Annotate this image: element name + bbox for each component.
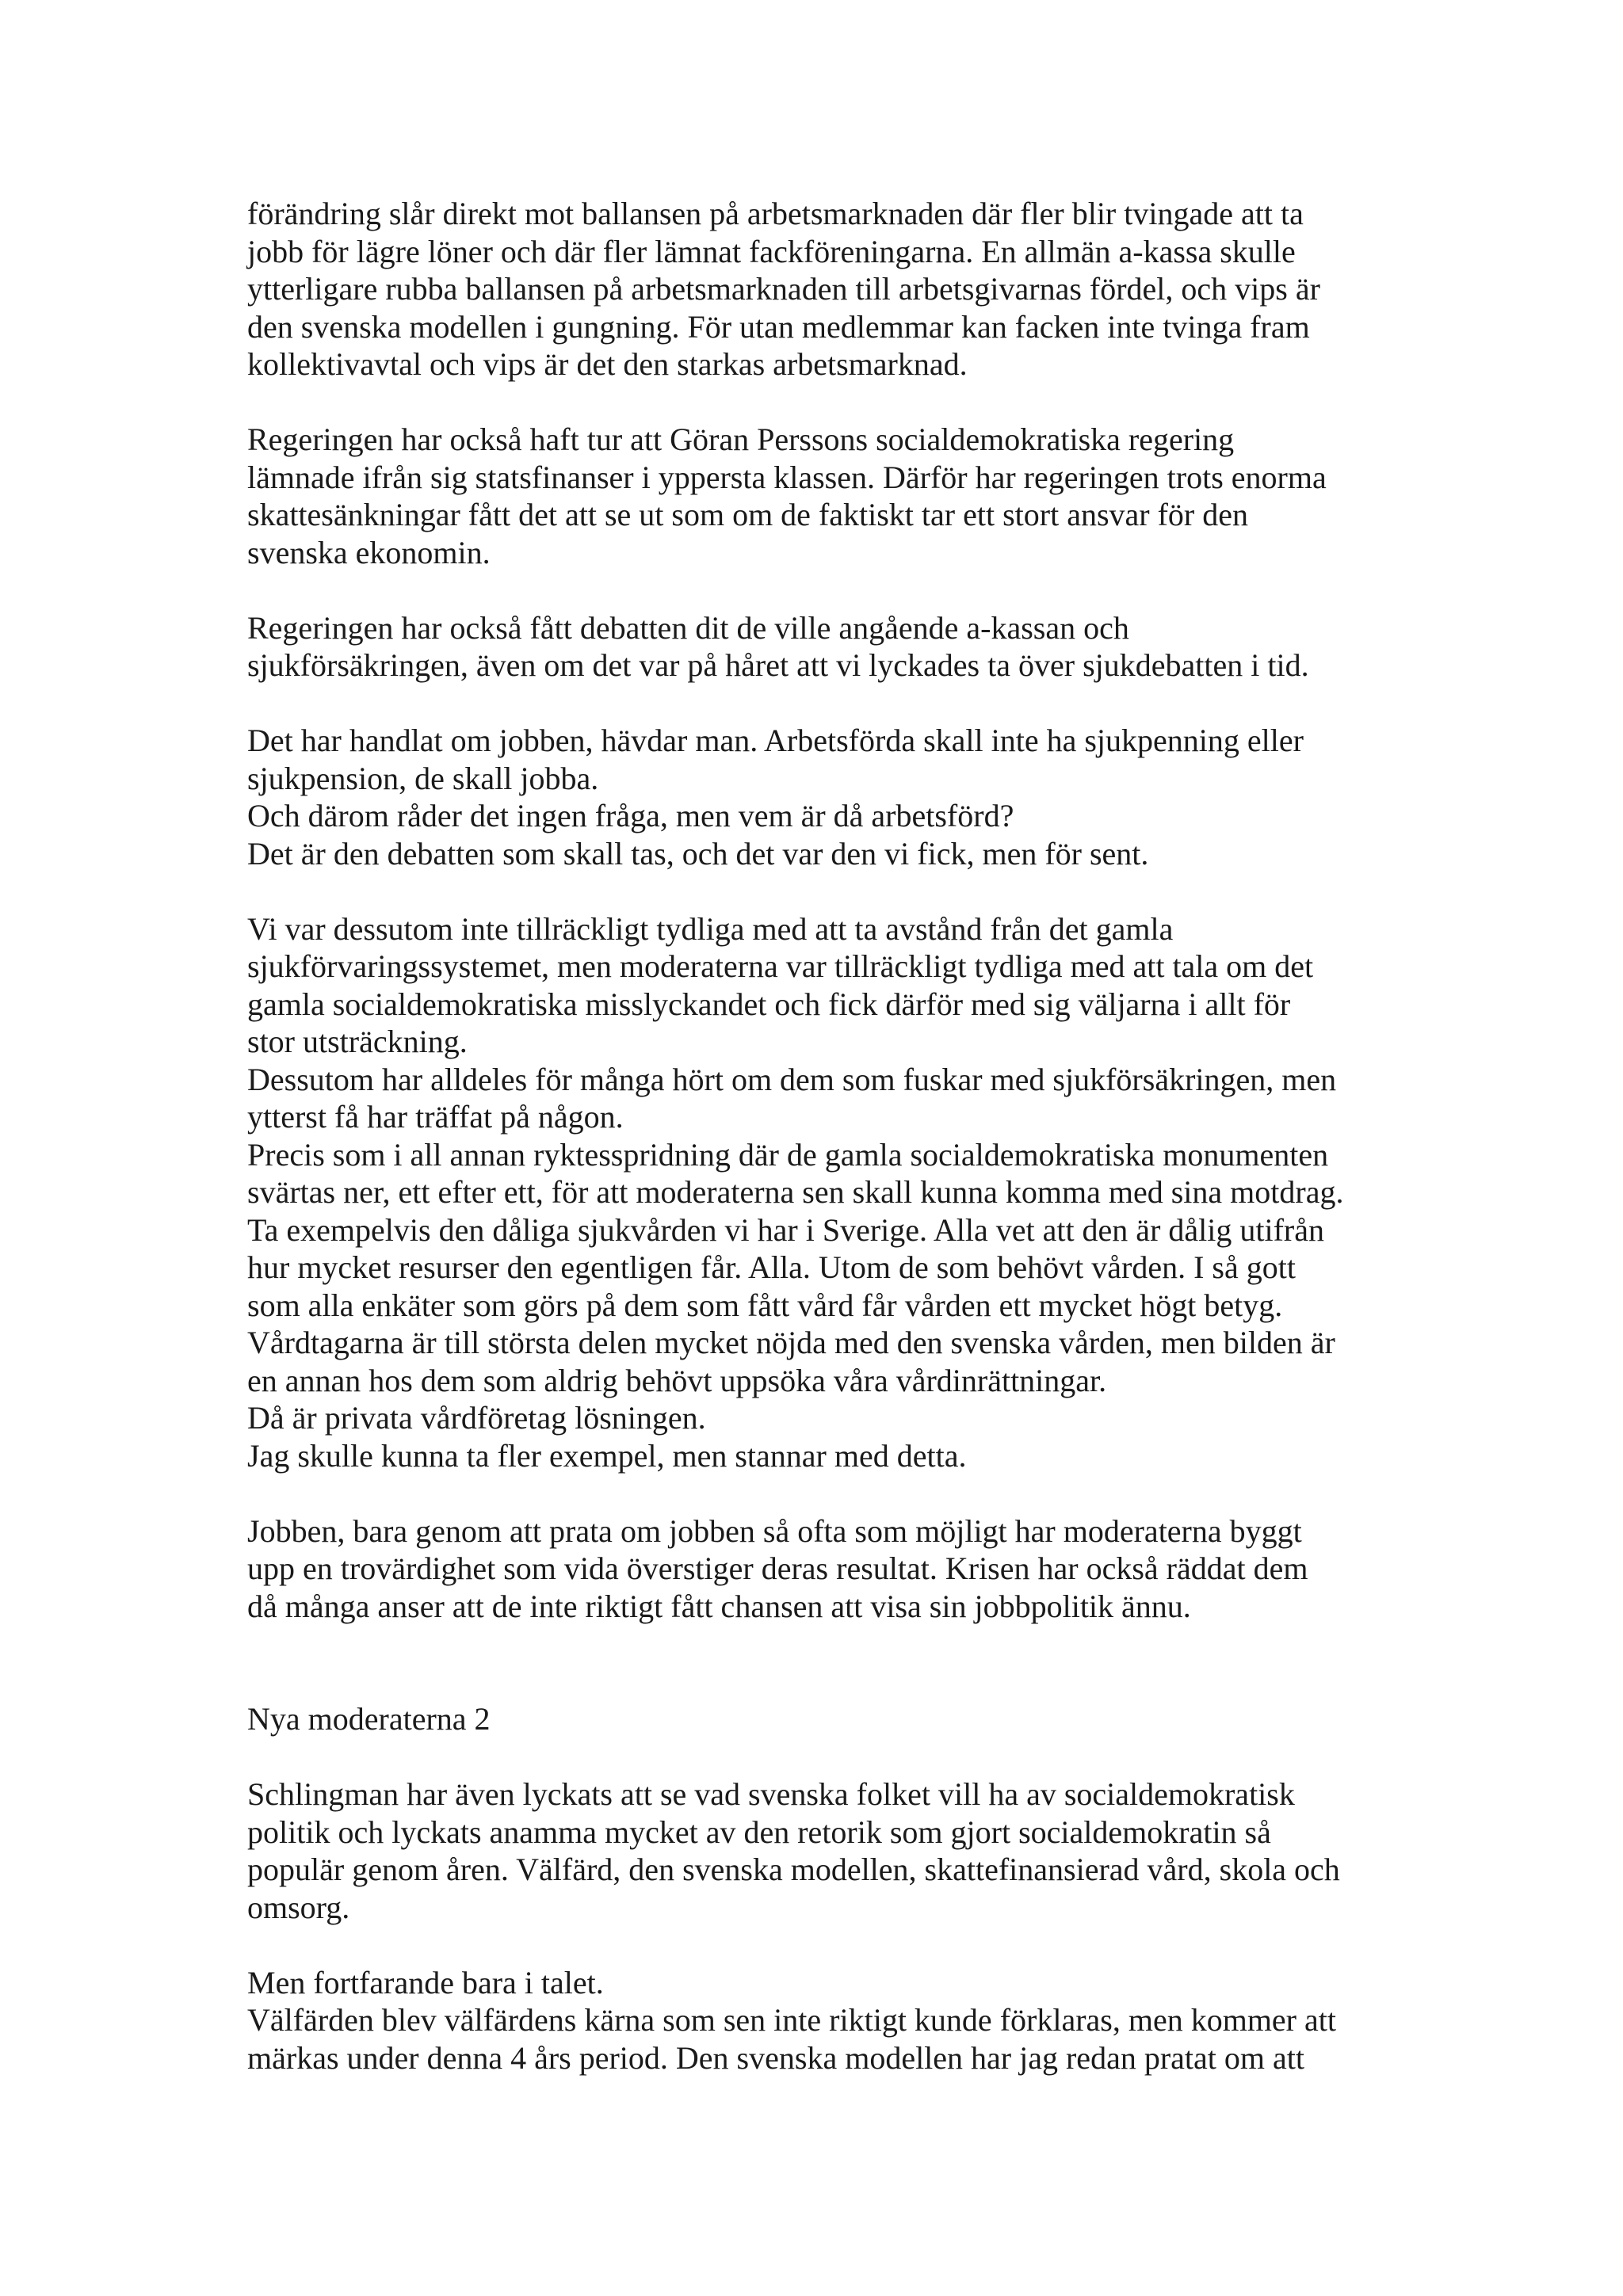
paragraph	[247, 1775, 1404, 1926]
text-line: Precis som i all annan ryktesspridning där de gamla socialdemokratiska monumenten	[247, 1136, 1329, 1173]
text-line: Regeringen har också fått debatten dit de ville angående a-kassan och	[247, 609, 1129, 646]
paragraph	[247, 910, 1404, 1475]
text-line: Dessutom har alldeles för många hört om dem som fuskar med sjukförsäkringen, men	[247, 1061, 1337, 1097]
text-line: svärtas ner, ett efter ett, för att moderaterna sen skall kunna komma med sina motdrag.	[247, 1174, 1344, 1210]
text-line: Ta exempelvis den dåliga sjukvården vi har i Sverige. Alla vet att den är dålig utifrån	[247, 1211, 1324, 1248]
text-line: ytterst få har träffat på någon.	[247, 1099, 624, 1135]
paragraph-spacer	[247, 685, 1404, 723]
section-heading	[247, 1700, 1404, 1738]
paragraph	[247, 722, 1404, 872]
text-line: kollektivavtal och vips är det den starkas arbetsmarknad.	[247, 346, 968, 382]
text-line: Jobben, bara genom att prata om jobben så ofta som möjligt har moderaterna byggt	[247, 1512, 1302, 1549]
text-line: förändring slår direkt mot ballansen på arbetsmarknaden där fler blir tvingade att ta	[247, 196, 1304, 231]
text-line: Regeringen har också haft tur att Göran Perssons socialdemokratiska regering	[247, 421, 1235, 457]
text-line: jobb för lägre löner och där fler lämnat fackföreningarna. En allmän a-kassa skulle	[247, 233, 1296, 269]
text-line: Och därom råder det ingen fråga, men vem är då arbetsförd?	[247, 798, 1014, 833]
text-line: sjukpension, de skall jobba.	[247, 760, 599, 796]
paragraph	[247, 1512, 1404, 1626]
text-line: ytterligare rubba ballansen på arbetsmarknaden till arbetsgivarnas fördel, och vips är	[247, 271, 1320, 307]
paragraph-spacer	[247, 1663, 1404, 1701]
paragraph-spacer	[247, 1926, 1404, 1964]
paragraph	[247, 421, 1404, 571]
text-line: märkas under denna 4 års period. Den svenska modellen har jag redan pratat om att	[247, 2039, 1304, 2076]
paragraph-spacer	[247, 383, 1404, 421]
text-line: Vi var dessutom inte tillräckligt tydliga med att ta avstånd från det gamla	[247, 910, 1174, 947]
text-line: populär genom åren. Välfärd, den svenska modellen, skattefinansierad vård, skola och	[247, 1852, 1340, 1887]
paragraph-spacer	[247, 571, 1404, 609]
paragraph-spacer	[247, 872, 1404, 910]
text-line: då många anser att de inte riktigt fått chansen att visa sin jobbpolitik ännu.	[247, 1588, 1191, 1624]
paragraph-spacer	[247, 1738, 1404, 1776]
text-line: Välfärden blev välfärdens kärna som sen inte riktigt kunde förklaras, men kommer att	[247, 2002, 1336, 2038]
text-line: svenska ekonomin.	[247, 534, 491, 570]
text-line: skattesänkningar fått det att se ut som om de faktiskt tar ett stort ansvar för den	[247, 497, 1248, 532]
text-line: hur mycket resurser den egentligen får. Alla. Utom de som behövt vården. I så gott	[247, 1249, 1296, 1285]
text-line: en annan hos dem som aldrig behövt uppsöka våra vårdinrättningar.	[247, 1362, 1107, 1398]
text-line: stor utsträckning.	[247, 1024, 468, 1059]
paragraph	[247, 609, 1404, 685]
paragraph	[247, 1964, 1404, 2077]
text-line: Jag skulle kunna ta fler exempel, men stannar med detta.	[247, 1437, 967, 1474]
text-line: Schlingman har även lyckats att se vad svenska folket vill ha av socialdemokratisk	[247, 1776, 1295, 1812]
text-line: politik och lyckats anamma mycket av den retorik som gjort socialdemokratin så	[247, 1814, 1271, 1850]
text-line: Det är den debatten som skall tas, och det var den vi fick, men för sent.	[247, 835, 1149, 871]
text-line: omsorg.	[247, 1889, 350, 1925]
paragraph-spacer	[247, 1625, 1404, 1663]
paragraph	[247, 195, 1404, 383]
text-line: sjukförsäkringen, även om det var på håret att vi lyckades ta över sjukdebatten i tid.	[247, 647, 1309, 683]
text-line: Vårdtagarna är till största delen mycket nöjda med den svenska vården, men bilden är	[247, 1325, 1335, 1360]
text-line: Nya moderaterna 2	[247, 1701, 491, 1737]
text-line: upp en trovärdighet som vida överstiger deras resultat. Krisen har också räddat dem	[247, 1550, 1308, 1586]
paragraph-spacer	[247, 1474, 1404, 1512]
text-line: som alla enkäter som görs på dem som fått vård får vården ett mycket högt betyg.	[247, 1287, 1283, 1323]
document-body	[247, 195, 1404, 2077]
text-line: den svenska modellen i gungning. För utan medlemmar kan facken inte tvinga fram	[247, 308, 1310, 345]
text-line: gamla socialdemokratiska misslyckandet och fick därför med sig väljarna i allt för	[247, 986, 1291, 1022]
text-line: lämnade ifrån sig statsfinanser i yppersta klassen. Därför har regeringen trots enorma	[247, 459, 1327, 495]
text-line: Det har handlat om jobben, hävdar man. Arbetsförda skall inte ha sjukpenning eller	[247, 723, 1304, 758]
text-line: Då är privata vårdföretag lösningen.	[247, 1400, 706, 1436]
text-line: sjukförvaringssystemet, men moderaterna var tillräckligt tydliga med att tala om det	[247, 948, 1314, 984]
text-line: Men fortfarande bara i talet.	[247, 1964, 604, 2000]
